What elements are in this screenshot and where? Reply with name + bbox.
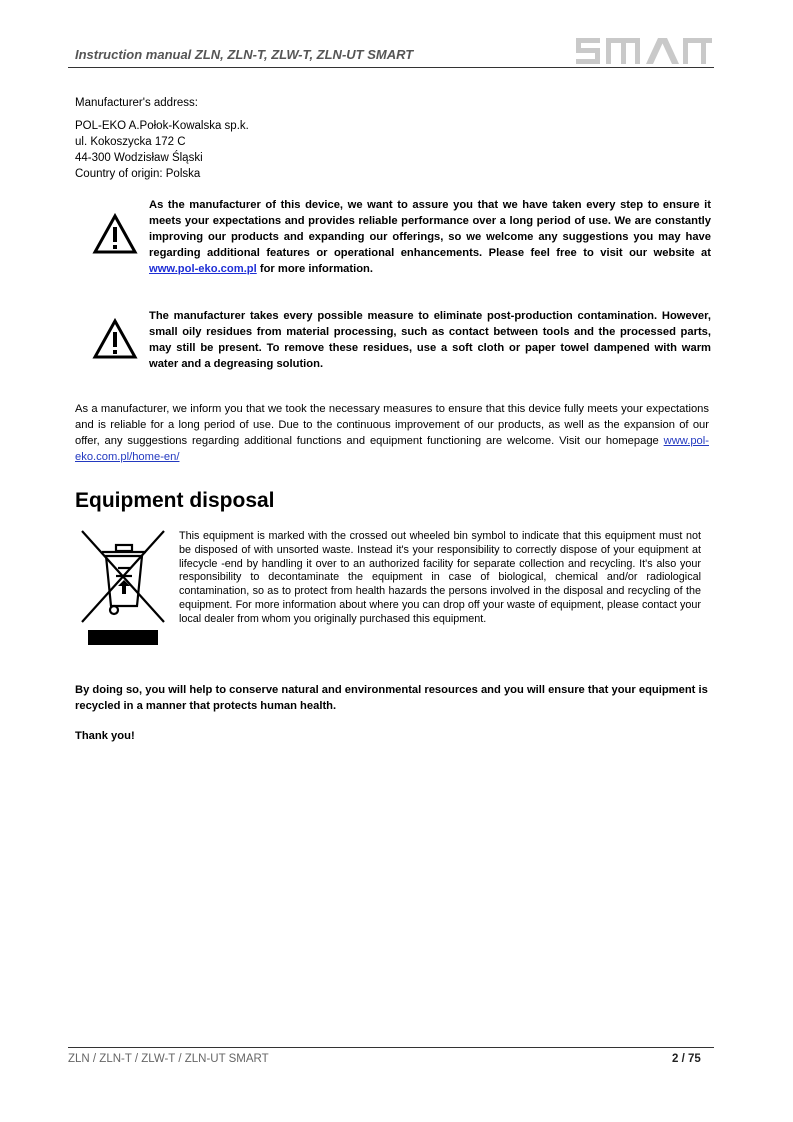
country: Country of origin: Polska: [75, 168, 201, 180]
manufacturer-info-paragraph: As a manufacturer, we inform you that we took the necessary measures to ensure that this device fully meets your expectations and is reliable for a long period of use. Due to the continuous improvement of our products, as well as the expansion of our offer, any suggestions regarding additional functions and equipment functioning are welcome. Visit our homepage www.pol-eko.com.pl/home-en/: [75, 403, 709, 463]
street: ul. Kokoszycka 172 C: [75, 136, 186, 148]
warning-contamination-text: The manufacturer takes every possible measure to eliminate post-production contamination. However, small oily residues from material processing, such as contact between tools and the processed parts, may still be present. To remove these residues, use a soft cloth or paper towel dampened with warm water and a degreasing solution.: [149, 310, 711, 370]
footer-models: ZLN / ZLN-T / ZLW-T / ZLN-UT SMART: [68, 1053, 269, 1065]
header-title: Instruction manual ZLN, ZLN-T, ZLW-T, ZLN-UT SMART: [75, 47, 414, 62]
company-name: POL-EKO A.Połok-Kowalska sp.k.: [75, 120, 249, 132]
smart-logo: [576, 38, 712, 64]
footer-divider: [68, 1047, 714, 1048]
manufacturer-address-label: Manufacturer's address:: [75, 97, 199, 109]
warning-icon: [92, 213, 138, 255]
city: 44-300 Wodzisław Śląski: [75, 152, 203, 164]
equipment-disposal-heading: Equipment disposal: [75, 489, 275, 512]
page-number: 2 / 75: [672, 1053, 701, 1065]
homepage-link[interactable]: www.pol-eko.com.pl/home-en/: [75, 435, 709, 463]
warning-quality-text: As the manufacturer of this device, we want to assure you that we have taken every step to ensure it meets your expectations and provides reliable performance over a long period of use. We are constantly improving our products and expanding our offerings, so we welcome any suggestions you may have regarding additional features or operational enhancements. Please feel free to visit our website at www.pol-eko.com.pl for more information.: [149, 199, 711, 275]
manufacturer-address: [75, 118, 249, 182]
warning-icon: [92, 318, 138, 360]
thank-you-text: Thank you!: [75, 730, 135, 742]
closing-paragraph: By doing so, you will help to conserve natural and environmental resources and you will ensure that your equipment is recycled in a manner that protects human health.: [75, 684, 708, 712]
crossed-bin-icon: [80, 528, 166, 648]
website-link[interactable]: www.pol-eko.com.pl: [149, 263, 257, 275]
header-divider: [68, 67, 714, 68]
disposal-paragraph: This equipment is marked with the crossed out wheeled bin symbol to indicate that this equipment must not be disposed of with unsorted waste. Instead it's your responsibility to correctly dispose of your equipment at lifecycle -end by handling it over to an authorized facility for separate collection and recycling. It's also your responsibility to decontaminate the equipment in case of biological, chemical and/or radiological contamination, so as to protect from health hazards the persons involved in the disposal and recycling of the equipment. For more information about where you can drop off your waste of equipment, please contact your local dealer from whom you originally purchased this equipment.: [179, 530, 701, 625]
